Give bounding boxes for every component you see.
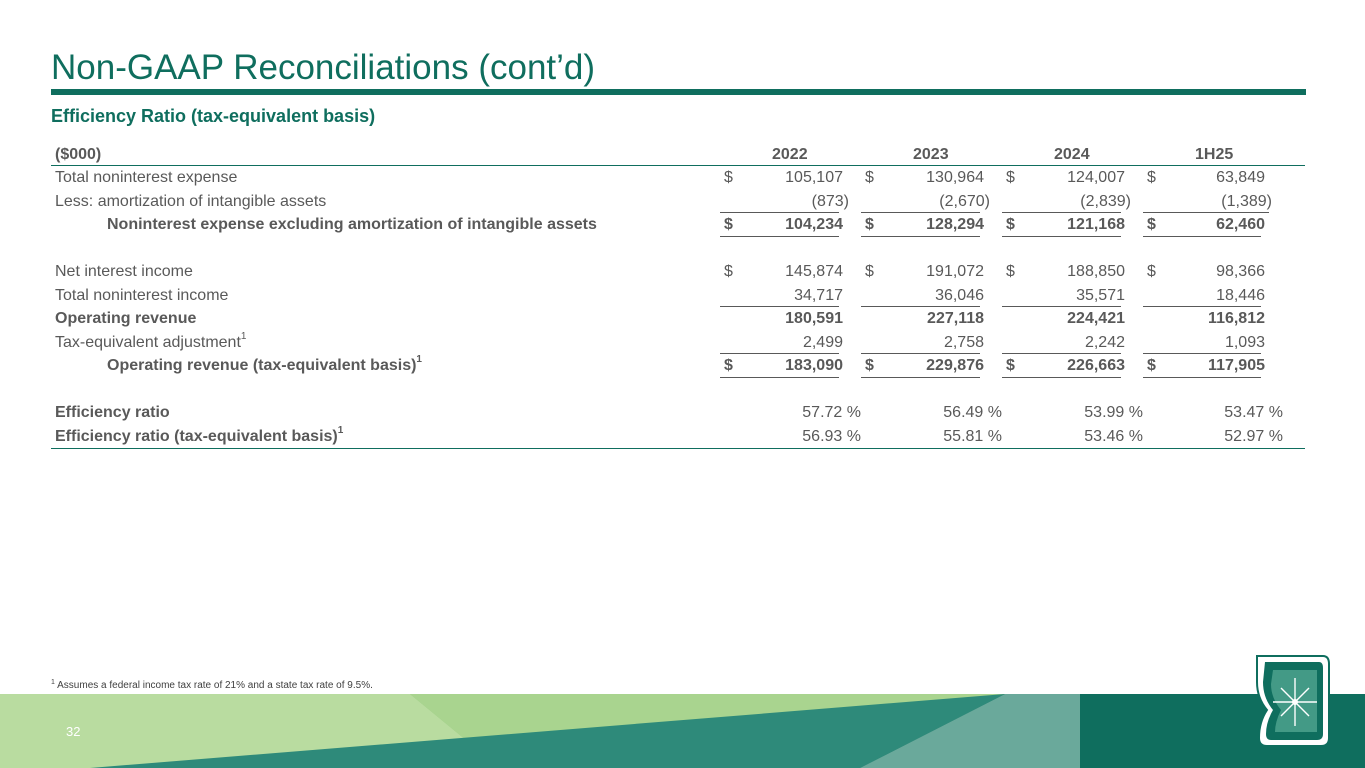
cell-value: 227,118 (927, 310, 984, 327)
value-cell (861, 354, 1002, 378)
cell-value: 2,758 (943, 333, 984, 351)
footnote-marker: 1 (51, 679, 55, 686)
dollar-sign: $ (865, 216, 874, 233)
table-row (51, 331, 1305, 355)
dollar-sign: $ (1147, 357, 1156, 374)
cell-value: 145,874 (785, 263, 843, 280)
cell-value: 62,460 (1216, 216, 1265, 233)
cell-value: 2,499 (802, 333, 843, 351)
table-row (51, 190, 1305, 214)
value-cell (861, 425, 1002, 449)
cell-value: 18,446 (1216, 286, 1265, 304)
page-number: 32 (66, 724, 81, 739)
unit-label: ($000) (55, 146, 102, 163)
row-label: Total noninterest expense (55, 169, 238, 186)
value-cell (1002, 260, 1143, 284)
value-cell (1143, 260, 1305, 284)
table-row (51, 213, 1305, 237)
dollar-sign: $ (1147, 216, 1156, 233)
cell-value: 121,168 (1067, 216, 1125, 233)
dollar-sign: $ (865, 357, 874, 374)
value-cell (720, 401, 861, 425)
dollar-sign: $ (865, 169, 874, 186)
row-label (55, 424, 344, 446)
footnote-marker: 1 (416, 354, 422, 365)
cell-value: (1,389) (1221, 192, 1272, 210)
column-header-2024: 2024 (1054, 146, 1090, 163)
table-row (51, 425, 1305, 450)
value-cell (861, 284, 1002, 308)
dollar-sign: $ (724, 263, 733, 280)
value-cell (720, 166, 861, 190)
footer-decorative-band (0, 694, 1365, 768)
cell-value: (2,670) (939, 192, 990, 210)
cell-value: (2,839) (1080, 192, 1131, 210)
dollar-sign: $ (1147, 169, 1156, 186)
table-header-row (51, 143, 1305, 166)
cell-value: 98,366 (1216, 263, 1265, 280)
table-row (51, 260, 1305, 284)
column-header-2022: 2022 (772, 146, 808, 163)
value-cell (1002, 190, 1143, 214)
cell-value: 35,571 (1076, 286, 1125, 304)
cell-value: 1,093 (1224, 333, 1265, 351)
value-cell (720, 354, 861, 378)
dollar-sign: $ (1147, 263, 1156, 280)
cell-value: 63,849 (1216, 169, 1265, 186)
cell-value: 188,850 (1067, 263, 1125, 280)
row-label: Operating revenue (55, 310, 197, 327)
value-cell (1143, 331, 1283, 355)
value-cell (861, 166, 1002, 190)
cell-value: 104,234 (785, 216, 843, 233)
row-label-text: Operating revenue (tax-equivalent basis) (107, 357, 417, 374)
value-cell (1002, 354, 1143, 378)
cell-value: 180,591 (785, 310, 843, 327)
dollar-sign: $ (724, 357, 733, 374)
value-cell (720, 190, 861, 214)
section-subtitle: Efficiency Ratio (tax-equivalent basis) (51, 106, 376, 126)
cell-value: 229,876 (926, 357, 984, 374)
cell-value: 183,090 (785, 357, 843, 374)
cell-value: 116,812 (1208, 310, 1265, 327)
row-label-text: Efficiency ratio (tax-equivalent basis) (55, 427, 338, 445)
cell-value: 53.99 % (1084, 404, 1143, 421)
value-cell (720, 307, 861, 331)
cell-value: 52.97 % (1224, 427, 1283, 445)
cell-value: 226,663 (1067, 357, 1125, 374)
cell-value: 105,107 (785, 169, 843, 186)
cell-value: 130,964 (926, 169, 984, 186)
column-header-1h25: 1H25 (1195, 146, 1234, 163)
dollar-sign: $ (865, 263, 874, 280)
table-row (51, 401, 1305, 425)
footnote-marker: 1 (337, 424, 344, 436)
cell-value: 53.46 % (1084, 427, 1143, 445)
value-cell (861, 213, 1002, 237)
value-cell (1143, 284, 1283, 308)
cell-value: 53.47 % (1224, 404, 1283, 421)
spacer-row (51, 237, 1305, 261)
value-cell (861, 331, 1002, 355)
value-cell (1002, 284, 1143, 308)
value-cell (720, 425, 861, 449)
dollar-sign: $ (1006, 357, 1015, 374)
value-cell (720, 284, 861, 308)
footnote-marker: 1 (240, 330, 247, 342)
value-cell (861, 190, 1002, 214)
title-divider (51, 89, 1306, 95)
value-cell (1143, 354, 1283, 378)
cell-value: 117,905 (1208, 357, 1265, 374)
dollar-sign: $ (1006, 216, 1015, 233)
table-row (51, 166, 1305, 190)
cell-value: 124,007 (1067, 169, 1125, 186)
value-cell (1143, 307, 1305, 331)
footnote (51, 680, 373, 691)
value-cell (861, 260, 1002, 284)
cell-value: 56.93 % (802, 427, 861, 445)
table-row (51, 354, 1305, 378)
row-label (107, 354, 422, 375)
value-cell (1002, 213, 1143, 237)
cell-value: 191,072 (926, 263, 984, 280)
cell-value: (873) (811, 192, 849, 210)
value-cell (861, 307, 1002, 331)
row-label: Net interest income (55, 263, 193, 280)
spacer-row (51, 378, 1305, 402)
value-cell (720, 260, 861, 284)
value-cell (1143, 425, 1305, 449)
value-cell (1002, 401, 1143, 425)
value-cell (1143, 213, 1283, 237)
table-row (51, 307, 1305, 331)
value-cell (1143, 190, 1291, 214)
table-row (51, 284, 1305, 308)
value-cell (1002, 425, 1143, 449)
value-cell (1143, 166, 1305, 190)
row-label: Efficiency ratio (55, 404, 170, 421)
cell-value: 57.72 % (802, 404, 861, 421)
value-cell (720, 213, 861, 237)
value-cell (1143, 401, 1305, 425)
row-label: Less: amortization of intangible assets (55, 192, 327, 210)
star-center (1292, 699, 1298, 705)
cell-value: 36,046 (935, 286, 984, 304)
cell-value: 2,242 (1084, 333, 1125, 351)
cell-value: 128,294 (926, 216, 984, 233)
dollar-sign: $ (724, 169, 733, 186)
row-label-text: Tax-equivalent adjustment (55, 333, 241, 351)
row-label: Total noninterest income (55, 286, 229, 304)
page-title: Non-GAAP Reconciliations (cont’d) (51, 48, 596, 87)
value-cell (720, 331, 861, 355)
cell-value: 56.49 % (943, 404, 1002, 421)
value-cell (1002, 166, 1143, 190)
row-label (55, 330, 247, 352)
dollar-sign: $ (724, 216, 733, 233)
dollar-sign: $ (1006, 169, 1015, 186)
value-cell (1002, 307, 1143, 331)
cell-value: 224,421 (1067, 310, 1125, 327)
footnote-text: Assumes a federal income tax rate of 21% and a state tax rate of 9.5%. (57, 680, 373, 691)
company-logo-icon (1251, 652, 1333, 750)
column-header-2023: 2023 (913, 146, 949, 163)
value-cell (1002, 331, 1143, 355)
cell-value: 34,717 (794, 286, 843, 304)
cell-value: 55.81 % (943, 427, 1002, 445)
efficiency-ratio-table (51, 143, 1305, 449)
row-label: Noninterest expense excluding amortization of intangible assets (107, 216, 597, 233)
dollar-sign: $ (1006, 263, 1015, 280)
value-cell (861, 401, 1002, 425)
